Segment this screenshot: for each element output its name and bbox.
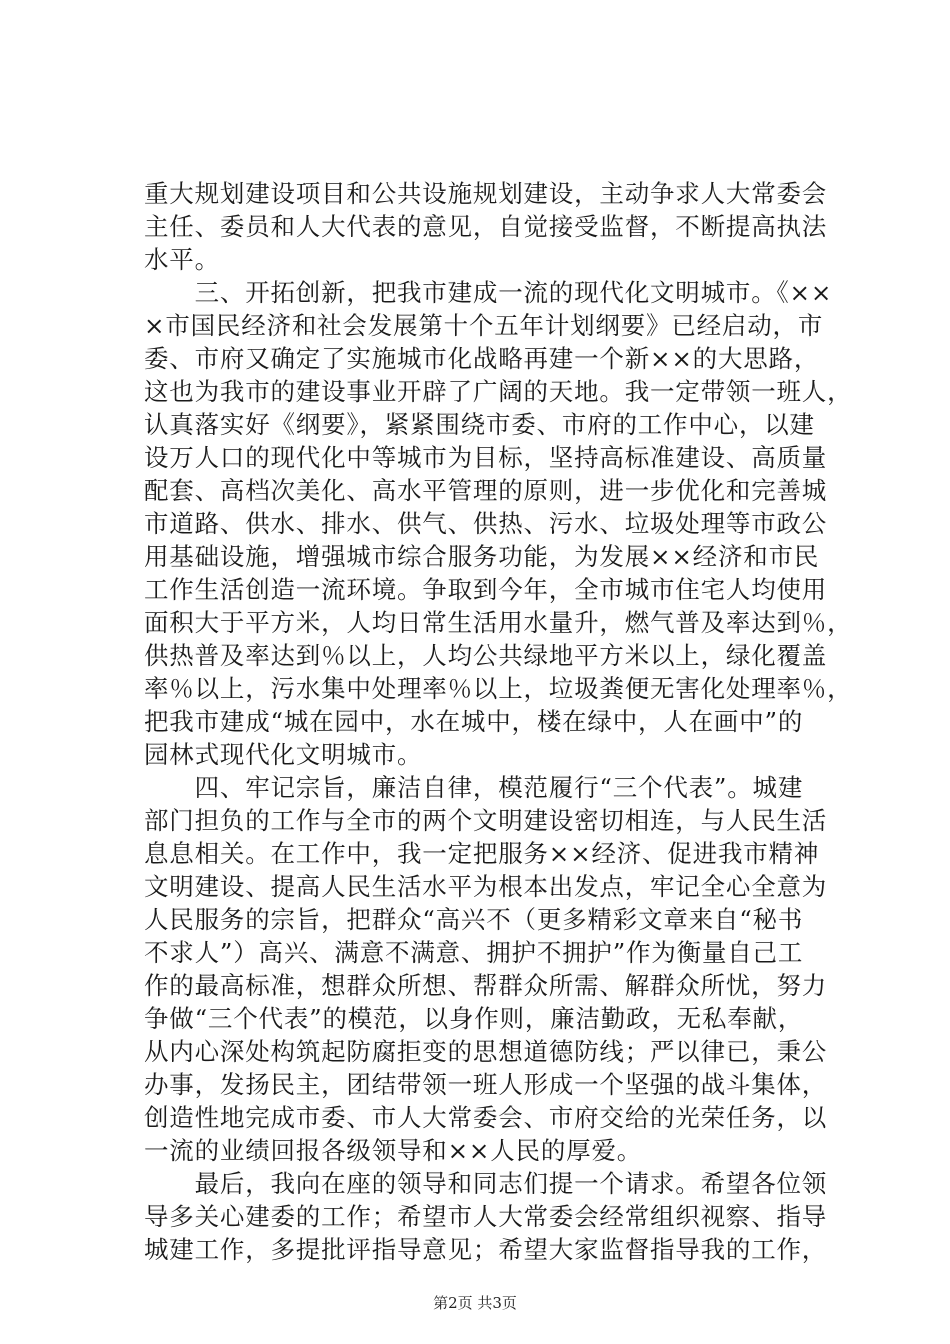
text-line: 最后，我向在座的领导和同志们提一个请求。希望各位领 [144, 1169, 828, 1198]
text-line: 园林式现代化文明城市。 [144, 740, 423, 769]
text-line: 办事，发扬民主，团结带领一班人形成一个坚强的战斗集体， [144, 1070, 828, 1099]
text-line: 文明建设、提高人民生活水平为根本出发点，牢记全心全意为 [144, 872, 828, 901]
text-line: 部门担负的工作与全市的两个文明建设密切相连，与人民生活 [144, 806, 828, 835]
text-line: 创造性地完成市委、市人大常委会、市府交给的光荣任务，以 [144, 1103, 828, 1132]
text-line: 人民服务的宗旨，把群众“高兴不（更多精彩文章来自“秘书 [144, 905, 804, 934]
text-line: 导多关心建委的工作；希望市人大常委会经常组织视察、指导 [144, 1202, 828, 1231]
text-line: 不求人”）高兴、满意不满意、拥护不拥护”作为衡量自己工 [144, 938, 804, 967]
text-line: 争做“三个代表”的模范，以身作则，廉洁勤政，无私奉献， [144, 1004, 804, 1033]
text-line: 作的最高标准，想群众所想、帮群众所需、解群众所忧，努力 [144, 971, 828, 1000]
text-line: 设万人口的现代化中等城市为目标，坚持高标准建设、高质量 [144, 443, 828, 472]
text-line: 面积大于平方米，人均日常生活用水量升，燃气普及率达到％， [144, 608, 853, 637]
page-number-footer: 第2页 共3页 [433, 1294, 517, 1312]
text-line: 把我市建成“城在园中，水在城中，楼在绿中，人在画中”的 [144, 707, 804, 736]
text-line: 重大规划建设项目和公共设施规划建设，主动争求人大常委会 [144, 179, 828, 208]
text-line: 认真落实好《纲要》，紧紧围绕市委、市府的工作中心，以建 [144, 410, 815, 439]
text-line: ×市国民经济和社会发展第十个五年计划纲要》已经启动，市 [144, 311, 824, 340]
text-line: 这也为我市的建设事业开辟了广阔的天地。我一定带领一班人， [144, 377, 853, 406]
text-line: 配套、高档次美化、高水平管理的原则，进一步优化和完善城 [144, 476, 828, 505]
text-line: 市道路、供水、排水、供气、供热、污水、垃圾处理等市政公 [144, 509, 828, 538]
text-line: 委、市府又确定了实施城市化战略再建一个新××的大思路， [144, 344, 820, 373]
text-line: 供热普及率达到％以上，人均公共绿地平方米以上，绿化覆盖 [144, 641, 828, 670]
text-line: 工作生活创造一流环境。争取到今年，全市城市住宅人均使用 [144, 575, 828, 604]
text-line: 从内心深处构筑起防腐拒变的思想道德防线；严以律已，秉公 [144, 1037, 828, 1066]
text-line: 主任、委员和人大代表的意见，自觉接受监督，不断提高执法 [144, 212, 828, 241]
text-line: 一流的业绩回报各级领导和××人民的厚爱。 [144, 1136, 643, 1165]
text-line: 水平。 [144, 245, 220, 274]
text-line: 四、牢记宗旨，廉洁自律，模范履行“三个代表”。城建 [144, 773, 804, 802]
text-line: 率％以上，污水集中处理率％以上，垃圾粪便无害化处理率％， [144, 674, 853, 703]
text-line: 城建工作，多提批评指导意见；希望大家监督指导我的工作， [144, 1235, 828, 1264]
text-line: 息息相关。在工作中，我一定把服务××经济、促进我市精神 [144, 839, 820, 868]
text-line: 三、开拓创新，把我市建成一流的现代化文明城市。《×× [144, 278, 833, 307]
text-line: 用基础设施，增强城市综合服务功能，为发展××经济和市民 [144, 542, 820, 571]
